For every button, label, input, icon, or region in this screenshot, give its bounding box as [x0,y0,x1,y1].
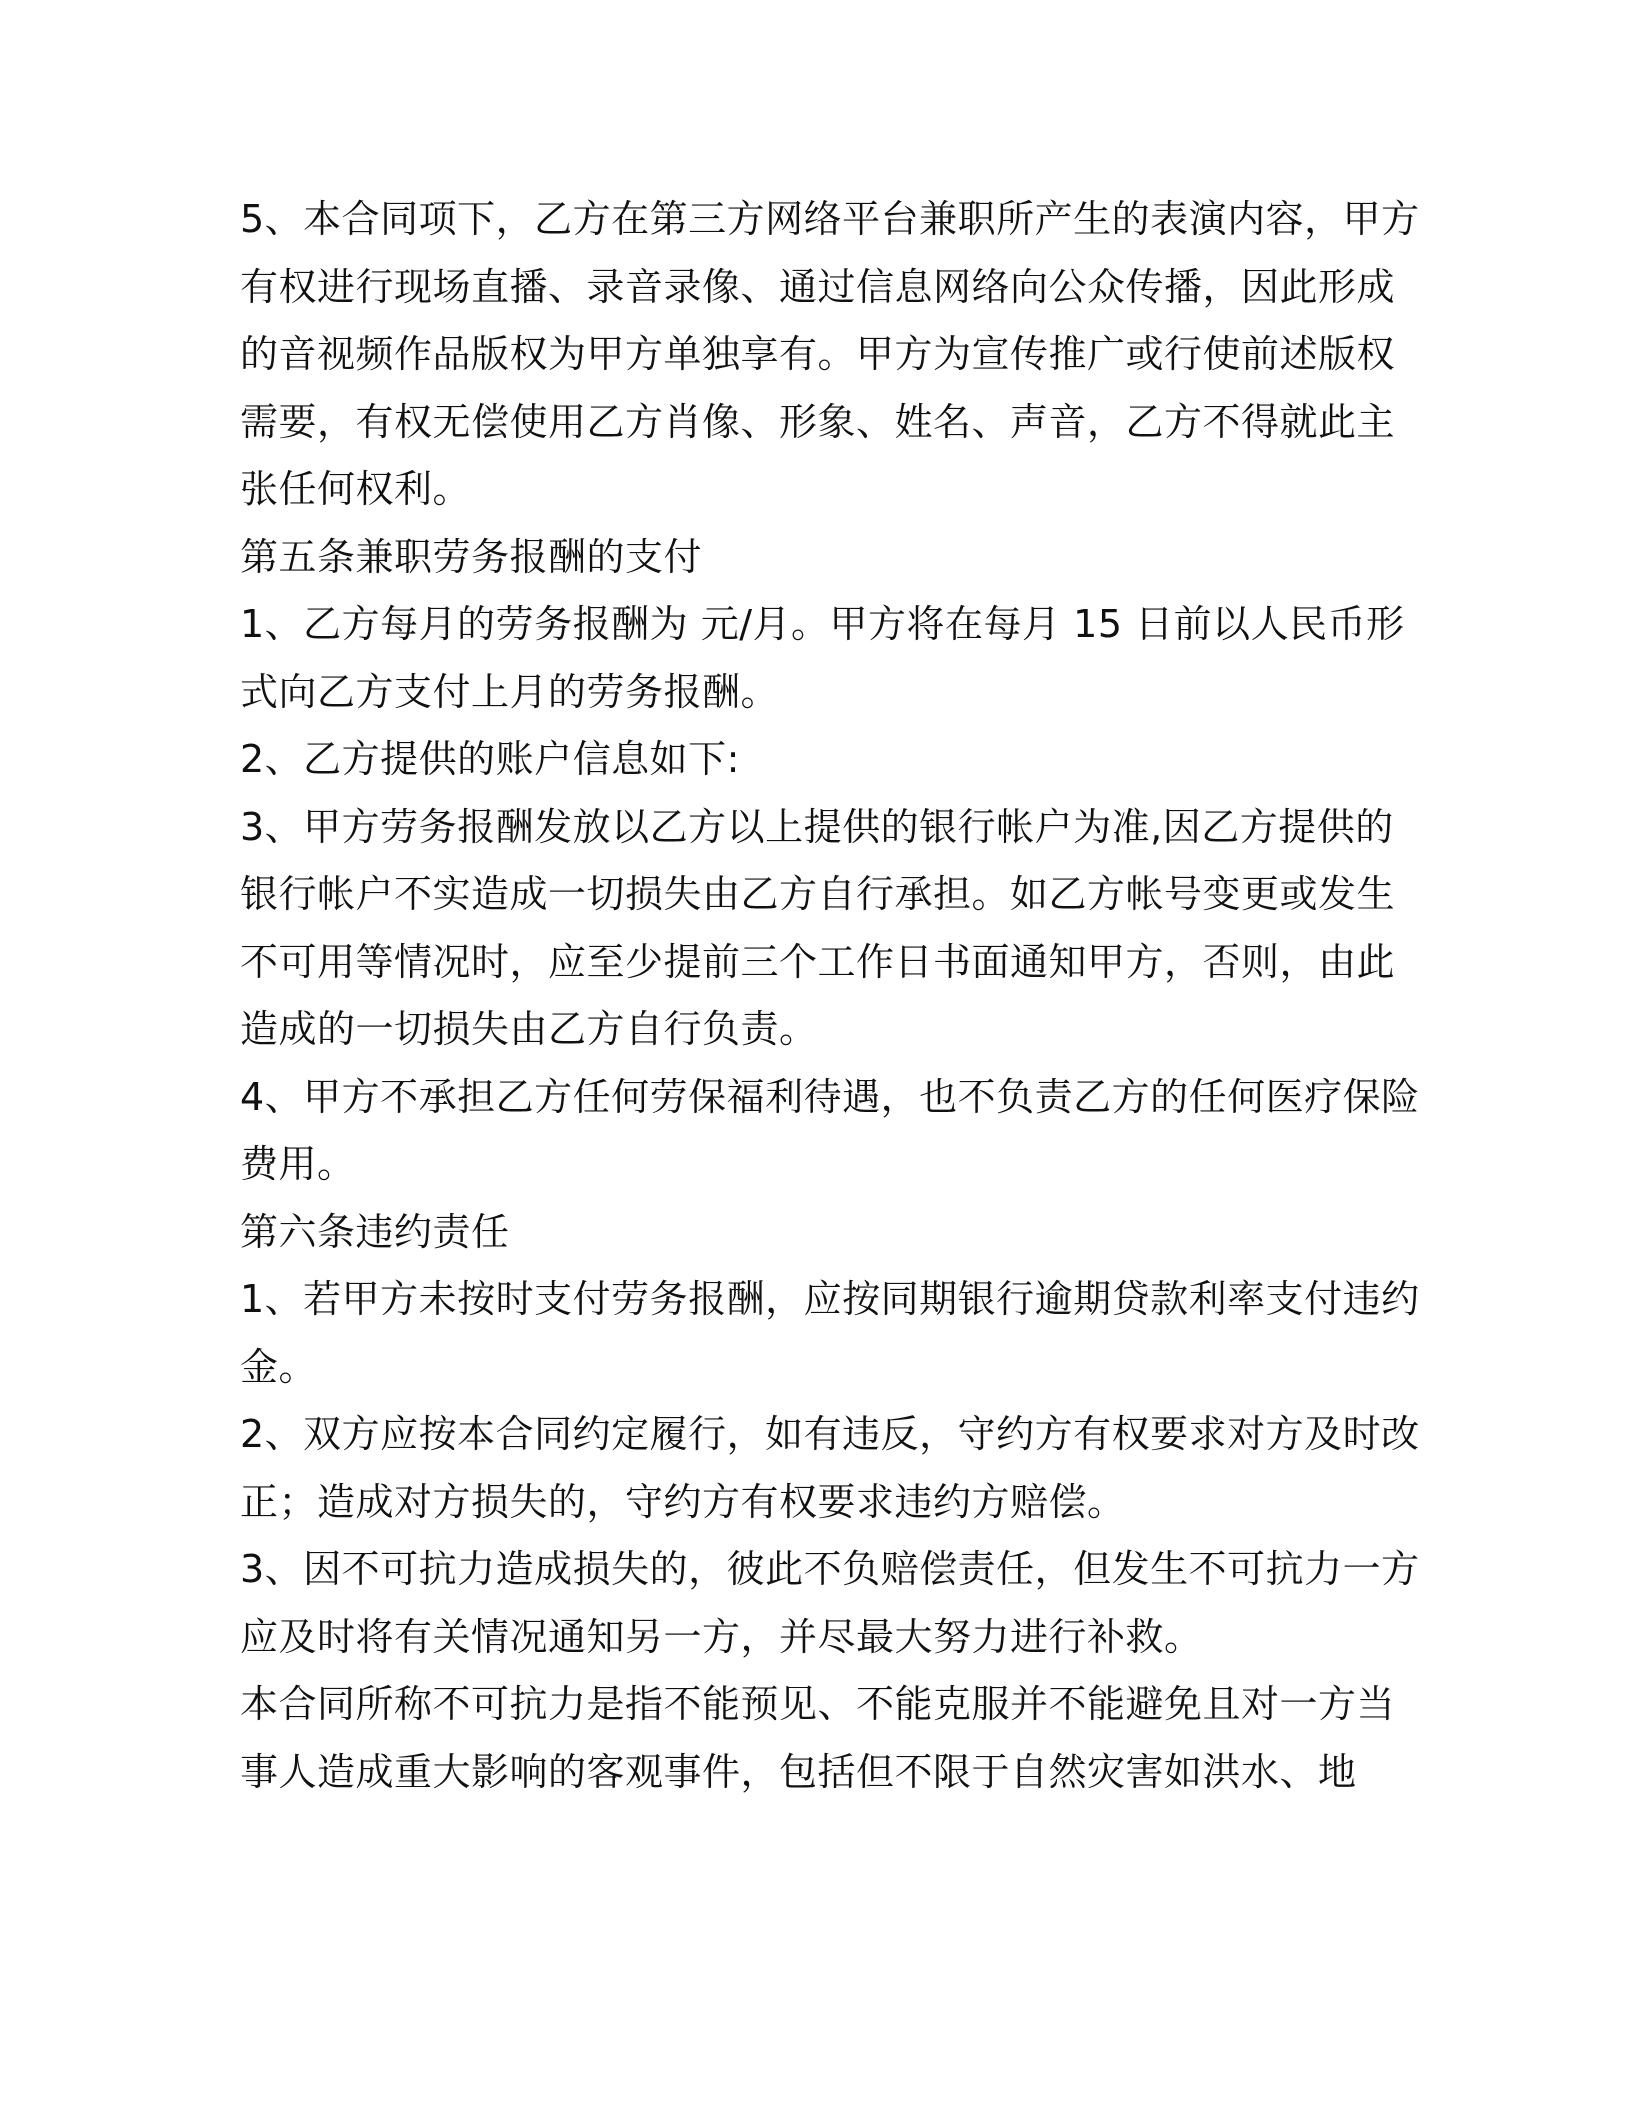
text-line: 应及时将有关情况通知另一方，并尽最大努力进行补救。 [240,1614,1203,1659]
article-5-item-1 [240,591,1405,726]
text-line: 造成的一切损失由乙方自行负责。 [240,1007,818,1051]
text-line: 不可用等情况时，应至少提前三个工作日书面通知甲方，否则，由此 [240,939,1396,984]
text-line: 银行帐户不实造成一切损失由乙方自行承担。如乙方帐号变更或发生 [240,872,1396,916]
article-6-item-1 [240,1266,1420,1401]
text-line: 费用。 [240,1142,356,1186]
article-6-heading [240,1199,1400,1267]
text-line: 金。 [240,1344,318,1389]
article-6-item-2 [240,1401,1420,1536]
text-line: 4、甲方不承担乙方任何劳保福利待遇，也不负责乙方的任何医疗保险 [240,1074,1420,1119]
text-line: 1、若甲方未按时支付劳务报酬，应按同期银行逾期贷款利率支付违约 [240,1277,1420,1321]
text-line: 有权进行现场直播、录音录像、通过信息网络向公众传播，因此形成 [240,264,1396,309]
clause-4-item-5 [240,186,1420,524]
section-heading: 第五条兼职劳务报酬的支付 [240,534,703,579]
article-5-item-4 [240,1064,1420,1199]
text-line: 3、甲方劳务报酬发放以乙方以上提供的银行帐户为准,因乙方提供的 [240,804,1394,849]
text-line: 2、乙方提供的账户信息如下: [240,737,740,781]
text-line: 2、双方应按本合同约定履行，如有违反，守约方有权要求对方及时改 [240,1412,1420,1456]
text-line: 5、本合同项下，乙方在第三方网络平台兼职所产生的表演内容，甲方 [240,197,1420,241]
article-5-heading [240,524,1400,592]
text-line: 事人造成重大影响的客观事件，包括但不限于自然灾害如洪水、地 [240,1749,1357,1794]
text-line: 式向乙方支付上月的劳务报酬。 [240,669,780,714]
document-body [240,186,1420,1806]
text-line: 需要，有权无偿使用乙方肖像、形象、姓名、声音，乙方不得就此主 [240,399,1396,444]
article-6-item-3 [240,1536,1420,1671]
section-heading: 第六条违约责任 [240,1209,510,1254]
article-5-item-3 [240,794,1400,1064]
text-line: 正；造成对方损失的，守约方有权要求违约方赔偿。 [240,1479,1126,1524]
text-line: 1、乙方每月的劳务报酬为 元/月。甲方将在每月 15 日前以人民币形 [240,602,1405,646]
text-line: 的音视频作品版权为甲方单独享有。甲方为宣传推广或行使前述版权 [240,332,1396,376]
text-line: 3、因不可抗力造成损失的，彼此不负赔偿责任，但发生不可抗力一方 [240,1547,1420,1591]
text-line: 张任何权利。 [240,467,472,511]
text-line: 本合同所称不可抗力是指不能预见、不能克服并不能避免且对一方当 [240,1682,1396,1726]
force-majeure-definition [240,1671,1400,1806]
article-5-item-2 [240,726,1400,794]
